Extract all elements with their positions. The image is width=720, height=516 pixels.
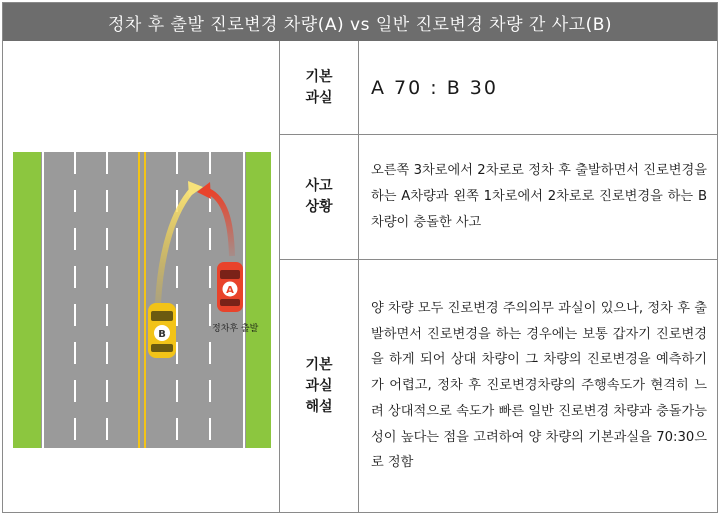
row-label-fault-explanation: 기본 과실 해설 bbox=[280, 260, 359, 512]
accident-table bbox=[2, 2, 718, 513]
car-a-icon bbox=[217, 262, 243, 312]
accident-illustration-cell bbox=[3, 41, 280, 512]
row-basic-fault bbox=[280, 41, 717, 135]
car-b-label: B bbox=[158, 329, 166, 340]
car-a-label: A bbox=[226, 285, 234, 296]
table-title: 정차 후 출발 진로변경 차량(A) vs 일반 진로변경 차량 간 사고(B) bbox=[3, 3, 717, 41]
road-diagram bbox=[3, 41, 280, 512]
row-fault-explanation bbox=[280, 260, 717, 512]
car-b-icon bbox=[148, 303, 176, 358]
stop-start-label: 정차후 출발 bbox=[212, 324, 259, 334]
row-label-accident-situation: 사고 상황 bbox=[280, 135, 359, 259]
row-content-accident-situation bbox=[359, 135, 717, 259]
fault-explanation-text: 양 차량 모두 진로변경 주의의무 과실이 있으나, 정차 후 출발하면서 진로변경을 하는 경우에는 보통 갑자기 진로변경을 하게 되어 상대 차량이 그 차량의 진로변경을 예측하기가 어렵고, 정차 후 진로변경차량의 주행속도가 현격히 느려 상대적으로 속도가 빠른 일반 진로변경 차량과 충돌가능성이 높다는 점을 고려하여 양 차량의 기본과실을 70:30으로 정함 bbox=[371, 300, 707, 471]
row-label-basic-fault: 기본 과실 bbox=[280, 41, 359, 134]
left-grass bbox=[13, 152, 41, 448]
right-grass bbox=[246, 152, 271, 448]
row-content-basic-fault bbox=[359, 41, 717, 134]
row-content-fault-explanation bbox=[359, 260, 717, 512]
row-accident-situation bbox=[280, 135, 717, 260]
accident-situation-text: 오른쪽 3차로에서 2차로로 정차 후 출발하면서 진로변경을 하는 A차량과 왼쪽 1차로에서 2차로로 진로변경을 하는 B차량이 충돌한 사고 bbox=[371, 163, 707, 230]
fault-ratio: A 70 : B 30 bbox=[371, 76, 498, 99]
